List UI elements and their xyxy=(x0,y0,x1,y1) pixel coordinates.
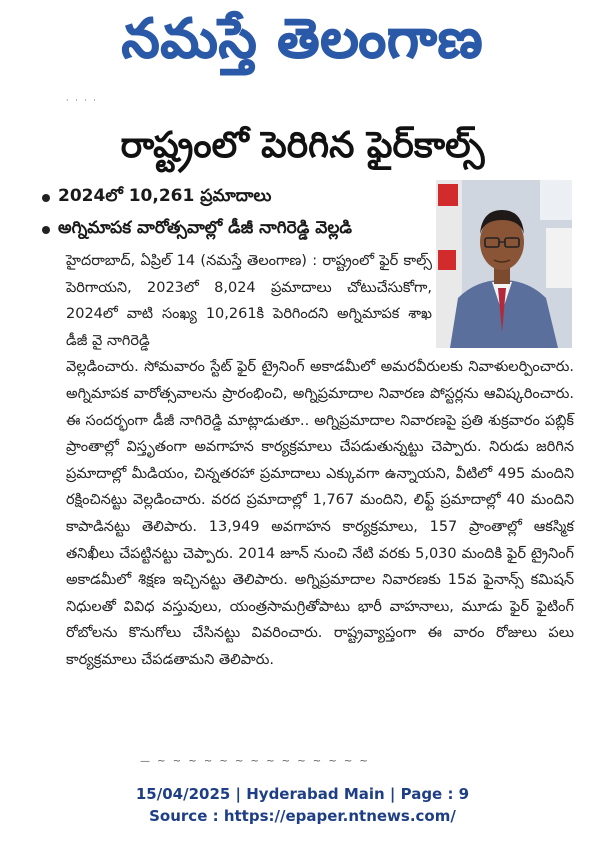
clipping-edge-marks: · · · · xyxy=(66,96,98,105)
article-headline: రాష్ట్రంలో పెరిగిన ఫైర్‌కాల్స్‌ xyxy=(120,125,485,166)
article-body-intro: హైదరాబాద్‌, ఏప్రిల్‌ 14 (నమస్తే తెలంగాణ) : రాష్ట్రంలో ఫైర్‌ కాల్స్‌ పెరిగాయని, 2023లో 8,024 ప్రమాదాలు చోటుచేసుకోగా, 2024లో వాటి సంఖ్య 10,261కి పెరిగిందని అగ్నిమాపక శాఖ డీజీ వై నాగిరెడ్డి xyxy=(66,253,432,349)
bullet-icon xyxy=(42,226,50,234)
highlight-text: 2024లో 10,261 ప్రమాదాలు xyxy=(58,186,272,206)
edition-info: 15/04/2025 | Hyderabad Main | Page : 9 xyxy=(135,785,470,803)
article-body xyxy=(66,248,574,674)
highlight-item xyxy=(42,182,432,214)
highlight-list xyxy=(42,182,432,246)
clipped-next-line: — ~ ~ ~ ~ ~ ~ ~ ~ ~ ~ ~ ~ ~ ~ xyxy=(140,756,370,766)
bullet-icon xyxy=(42,194,50,202)
page-footer xyxy=(0,783,605,827)
highlight-item xyxy=(42,214,432,246)
highlight-text: అగ్నిమాపక వారోత్సవాల్లో డీజీ నాగిరెడ్డి వెల్లడి xyxy=(58,218,352,238)
masthead xyxy=(0,4,605,74)
source-link[interactable]: Source : https://epaper.ntnews.com/ xyxy=(149,807,456,825)
article-body-main: వెల్లడించారు. సోమవారం స్టేట్‌ ఫైర్‌ ట్రైనింగ్‌ అకాడమీలో అమరవీరులకు నివాళులర్పించారు. అగ్నిమాపక వారోత్సవాలను ప్రారంభించి, అగ్నిప్రమాదాల నివారణ పోస్టర్లను ఆవిష్కరించారు. ఈ సందర్భంగా డీజీ నాగిరెడ్డి మాట్లాడుతూ.. అగ్నిప్రమాదాల నివారణపై ప్రతి శుక్రవారం పబ్లిక్‌ ప్రాంతాల్లో విస్తృతంగా అవగాహన కార్యక్రమాలు చేపడుతున్నట్టు చెప్పారు. నిరుడు జరిగిన ప్రమాదాల్లో మీడియం, చిన్నతరహా ప్రమాదాలు ఎక్కువగా ఉన్నాయని, వీటిలో 495 మందిని రక్షించినట్టు వెల్లడించారు. వరద ప్రమాదాల్లో 1,767 మందిని, లిఫ్ట్‌ ప్రమాదాల్లో 40 మందిని కాపాడినట్టు తెలిపారు. 13,949 అవగాహన కార్యక్రమాలు, 157 ప్రాంతాల్లో ఆకస్మిక తనిఖీలు చేపట్టినట్టు చెప్పారు. 2014 జూన్‌ నుంచి నేటి వరకు 5,030 మందికి ఫైర్‌ ట్రైనింగ్‌ అకాడమీలో శిక్షణ ఇచ్చినట్టు తెలిపారు. అగ్నిప్రమాదాల నివారణకు 15వ ఫైనాన్స్‌ కమిషన్‌ నిధులతో వివిధ వస్తువులు, యంత్రసామగ్రితోపాటు భారీ వాహనాలు, మూడు ఫైర్‌ ఫైటింగ్‌ రోబోలను కొనుగోలు చేసినట్టు వివరించారు. రాష్ట్రవ్యాప్తంగా ఈ వారం రోజులు పలు కార్యక్రమాలు చేపడతామని తెలిపారు. xyxy=(66,359,574,668)
newspaper-logo: నమస్తే తెలంగాణ xyxy=(121,7,484,70)
